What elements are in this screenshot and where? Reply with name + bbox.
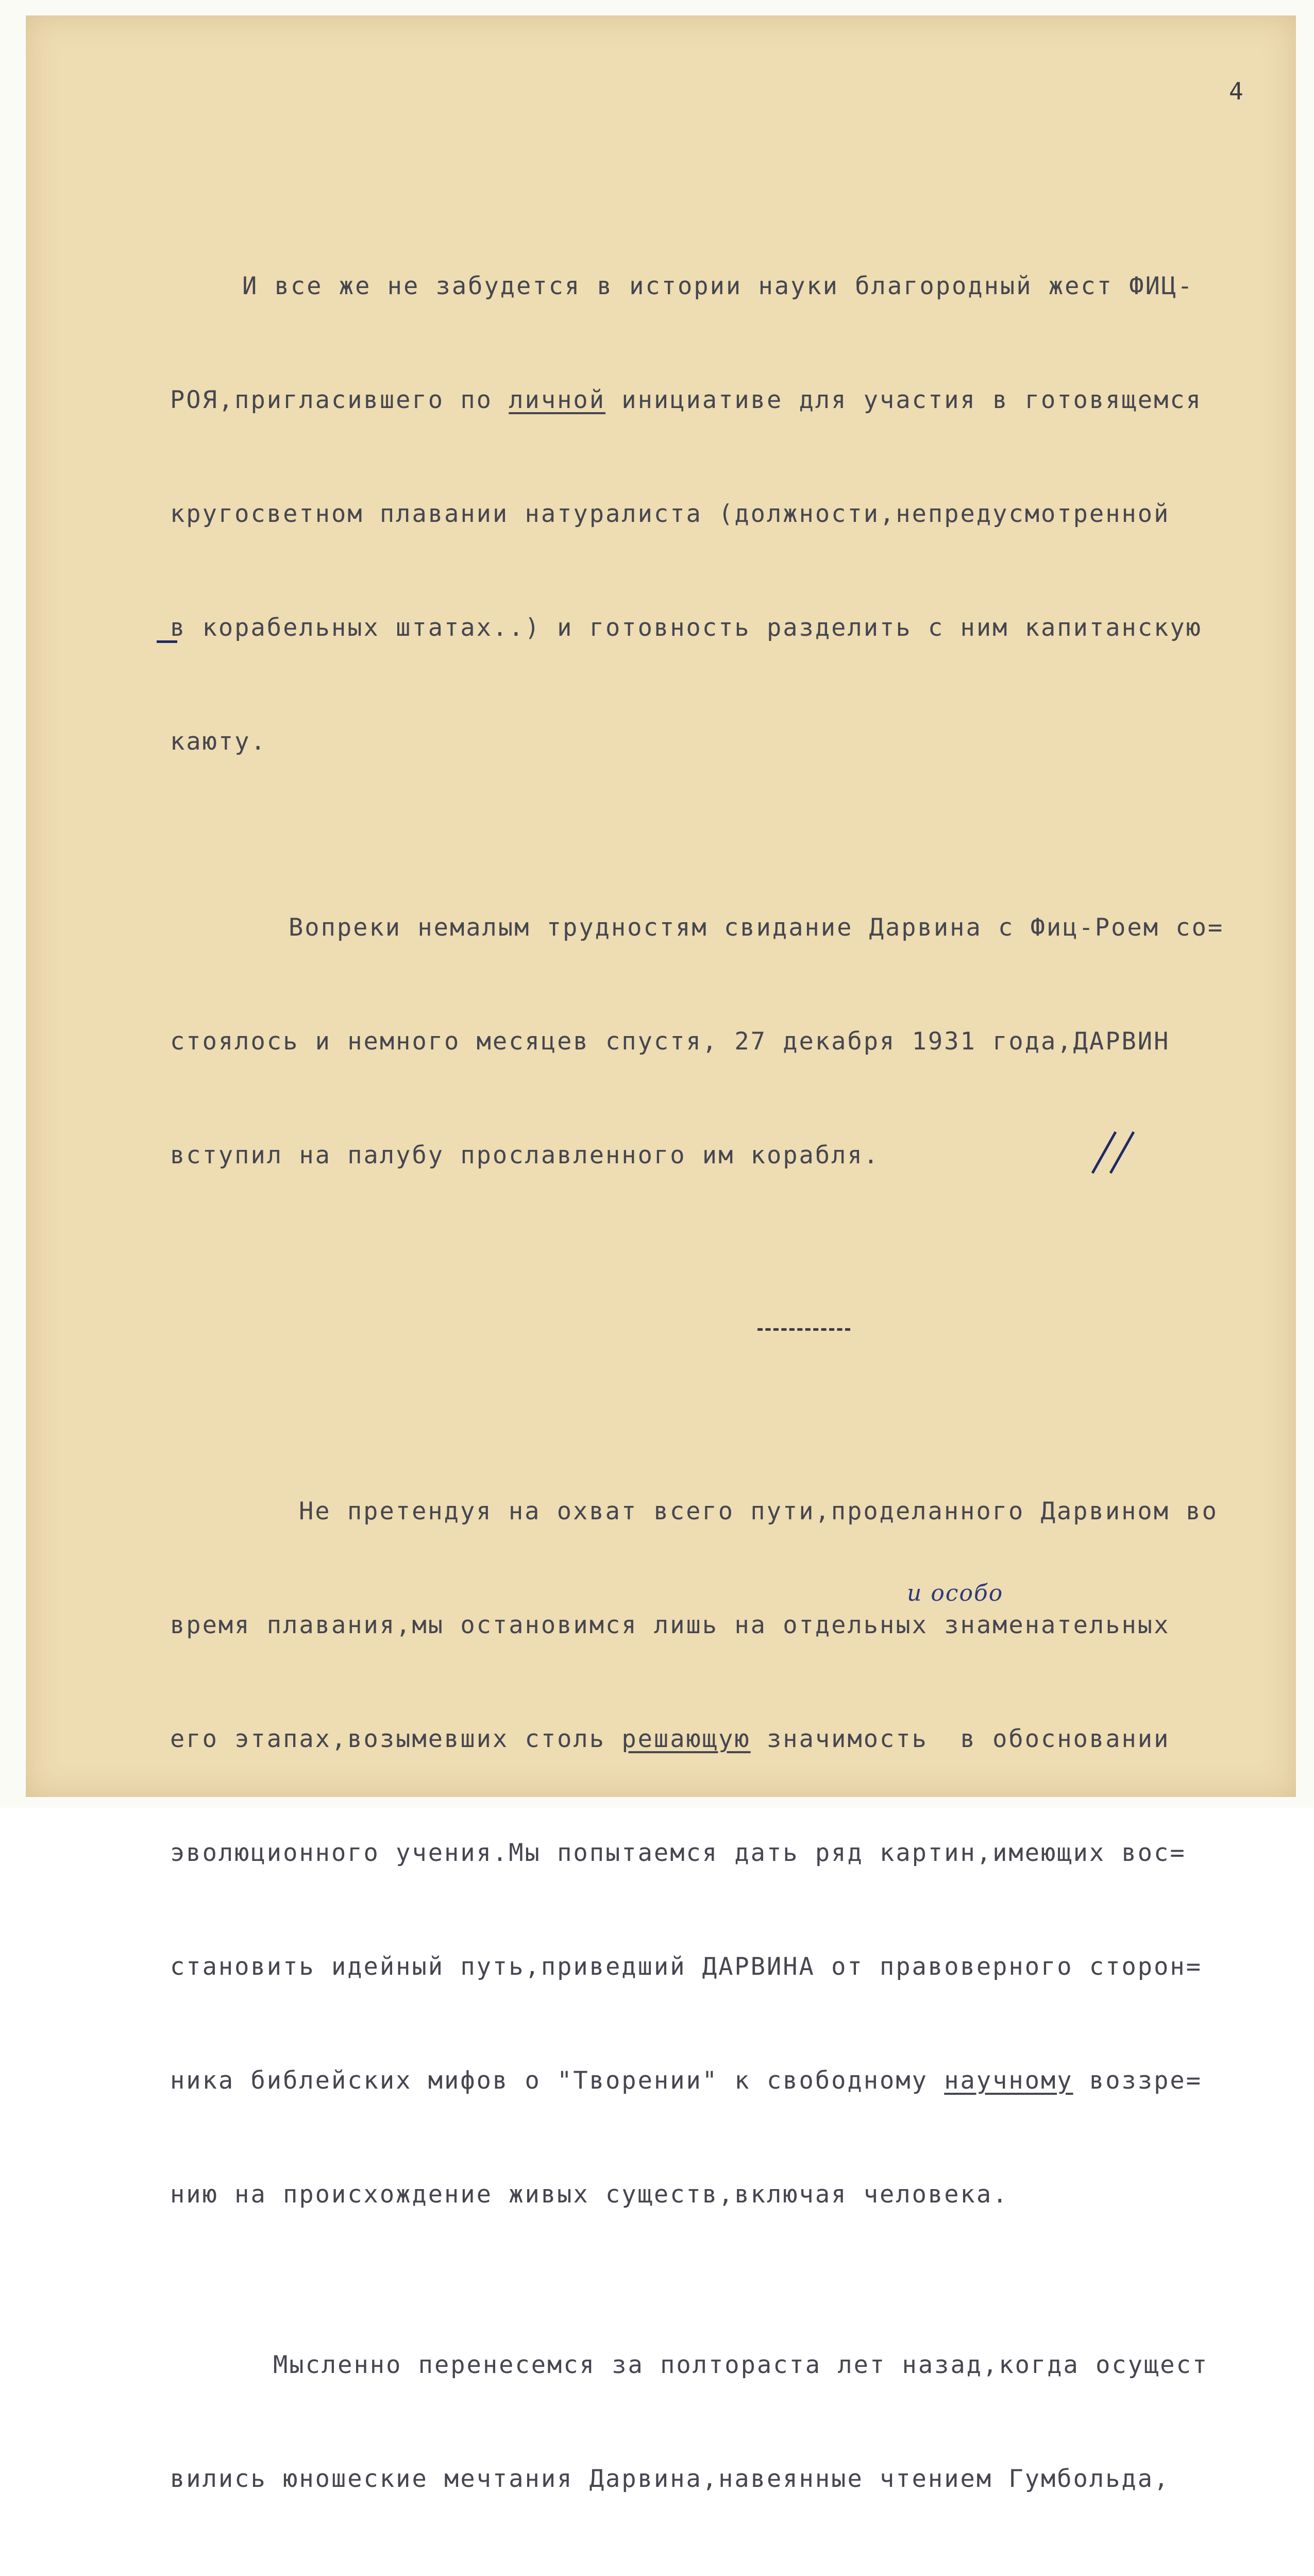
- text-segment: ника библейских мифов о "Творении" к свободному: [170, 2066, 945, 2095]
- separator-dashes: [757, 1328, 850, 1331]
- underlined-word: личной: [509, 386, 606, 414]
- text-line: Вопреки немалым трудностям свидание Дарвина с Фиц-Роем со=: [289, 913, 1224, 942]
- text-segment: в корабельных штатах..) и готовность разделить с ним капитанскую: [170, 614, 1202, 642]
- text-line: стоялось и немного месяцев спустя, 27 декабря 1931 года,ДАРВИН: [170, 1027, 1170, 1056]
- underlined-word: решающую: [621, 1725, 751, 1753]
- text-segment: его этапах,возымевших столь: [170, 1725, 622, 1753]
- text-line: И все же не забудется в истории науки благородный жест ФИЦ-: [242, 272, 1194, 300]
- pen-margin-mark: [157, 640, 177, 643]
- page-number: 4: [1229, 77, 1243, 105]
- text-segment: воззре=: [1073, 2066, 1202, 2095]
- text-segment: значимость в обосновании: [750, 1725, 1170, 1753]
- text-line: кругосветном плавании натуралиста (должности,непредусмотренной: [170, 500, 1170, 528]
- text-segment: РОЯ,пригласившего по: [170, 386, 509, 414]
- text-line: нию на происхождение живых существ,включая человека.: [170, 2180, 1009, 2209]
- text-line: становить идейный путь,приведший ДАРВИНА от правоверного сторон=: [170, 1953, 1202, 1981]
- text-line: вились юношеские мечтания Дарвина,навеянные чтением Гумбольда,: [170, 2465, 1170, 2493]
- handwritten-insertion: и особо: [907, 1580, 1004, 1606]
- text-line: [170, 1710, 1283, 1768]
- text-line: Не претендуя на охват всего пути,проделанного Дарвином во: [299, 1497, 1218, 1526]
- text-segment: время плавания,мы остановимся лишь на отдельных знаменательных: [170, 1611, 1170, 1639]
- section-separator: [170, 1297, 1283, 1369]
- text-segment: инициативе для участия в готовящемся: [605, 386, 1202, 414]
- text-line: [170, 2564, 1283, 2576]
- text-line: [170, 371, 1283, 429]
- text-segment: вступил на палубу прославленного им корабля.: [170, 1141, 880, 1170]
- text-line: [170, 2052, 1283, 2109]
- typewritten-text: [170, 144, 1283, 2576]
- text-line: Мысленно перенесемся за полтораста лет назад,когда осущест: [273, 2351, 1209, 2379]
- text-line: [170, 1127, 1283, 1184]
- text-line: каюту.: [170, 727, 267, 756]
- pen-double-slash-mark: [1087, 1129, 1144, 1176]
- text-line: [170, 599, 1283, 656]
- text-line: эволюционного учения.Мы попытаемся дать ряд картин,имеющих вос=: [170, 1839, 1186, 1867]
- underlined-word: научному: [944, 2066, 1073, 2095]
- text-line: [170, 1580, 1283, 1654]
